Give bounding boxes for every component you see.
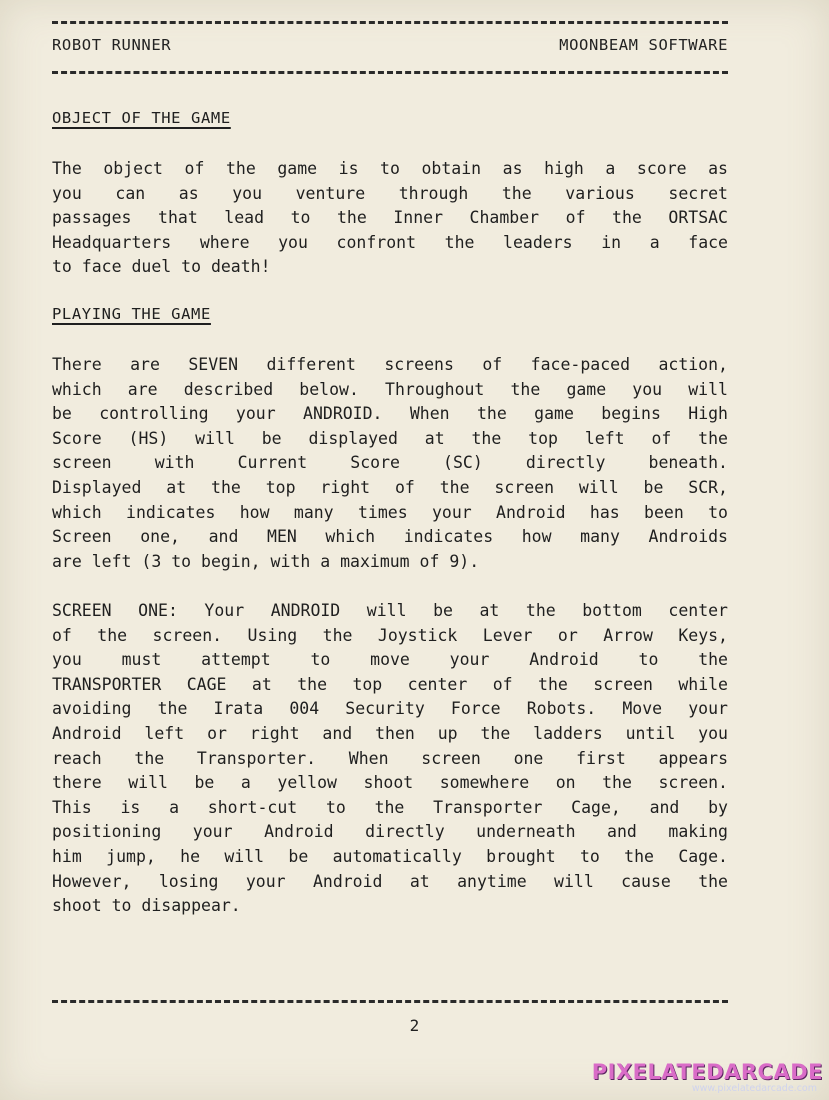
text-line: be controlling your ANDROID. When the game begins High	[52, 404, 728, 424]
text-line: Screen one, and MEN which indicates how many Androids	[52, 527, 728, 547]
playing-paragraph-intro	[52, 353, 728, 574]
text-line: shoot to disappear.	[52, 896, 241, 916]
text-line: SCREEN ONE: Your ANDROID will be at the bottom center	[52, 601, 728, 620]
text-line: to face duel to death!	[52, 257, 271, 277]
header-title: ROBOT RUNNER	[52, 36, 172, 54]
text-line: screen with Current Score (SC) directly beneath.	[52, 453, 728, 473]
text-line: there will be a yellow shoot somewhere on the screen.	[52, 773, 728, 793]
text-line: reach the Transporter. When screen one first appears	[52, 748, 728, 768]
text-line: There are SEVEN different screens of face-paced action,	[52, 355, 728, 374]
text-line: However, losing your Android at anytime will cause the	[52, 871, 728, 891]
footer-dashed-rule	[52, 1000, 728, 1003]
text-line: The object of the game is to obtain as high a score as	[52, 159, 728, 178]
playing-paragraph-screen-one	[52, 599, 728, 919]
page-header	[52, 36, 728, 56]
site-watermark	[592, 1061, 823, 1094]
page-number: 2	[409, 1016, 420, 1035]
watermark-url: www.pixelatedarcade.com	[691, 1083, 817, 1094]
text-line: avoiding the Irata 004 Security Force Robots. Move your	[52, 699, 728, 719]
text-line: positioning your Android directly underneath and making	[52, 822, 728, 842]
text-line: him jump, he will be automatically brought to the Cage.	[52, 846, 728, 866]
section-title-object: OBJECT OF THE GAME	[52, 109, 231, 127]
text-line: are left (3 to begin, with a maximum of 9).	[52, 551, 480, 571]
text-line: Headquarters where you confront the leaders in a face	[52, 232, 728, 252]
text-line: Score (HS) will be displayed at the top left of the	[52, 428, 728, 448]
text-line: you must attempt to move your Android to the	[52, 650, 728, 670]
text-line: which indicates how many times your Android has been to	[52, 502, 728, 522]
section-title-playing: PLAYING THE GAME	[52, 305, 211, 323]
object-paragraph	[52, 157, 728, 280]
text-line: TRANSPORTER CAGE at the top center of the screen while	[52, 674, 728, 694]
text-line: Android left or right and then up the ladders until you	[52, 723, 728, 743]
header-dashed-rule	[52, 71, 728, 74]
text-line: you can as you venture through the various secret	[52, 183, 728, 203]
text-line: which are described below. Throughout the game you will	[52, 379, 728, 399]
header-publisher: MOONBEAM SOFTWARE	[559, 36, 728, 54]
text-line: passages that lead to the Inner Chamber of the ORTSAC	[52, 208, 728, 228]
text-line: This is a short-cut to the Transporter Cage, and by	[52, 797, 728, 817]
top-dashed-rule	[52, 21, 728, 24]
watermark-logo: PIXELATEDARCADE	[591, 1060, 823, 1084]
text-line: of the screen. Using the Joystick Lever or Arrow Keys,	[52, 625, 728, 645]
text-line: Displayed at the top right of the screen will be SCR,	[52, 477, 728, 497]
